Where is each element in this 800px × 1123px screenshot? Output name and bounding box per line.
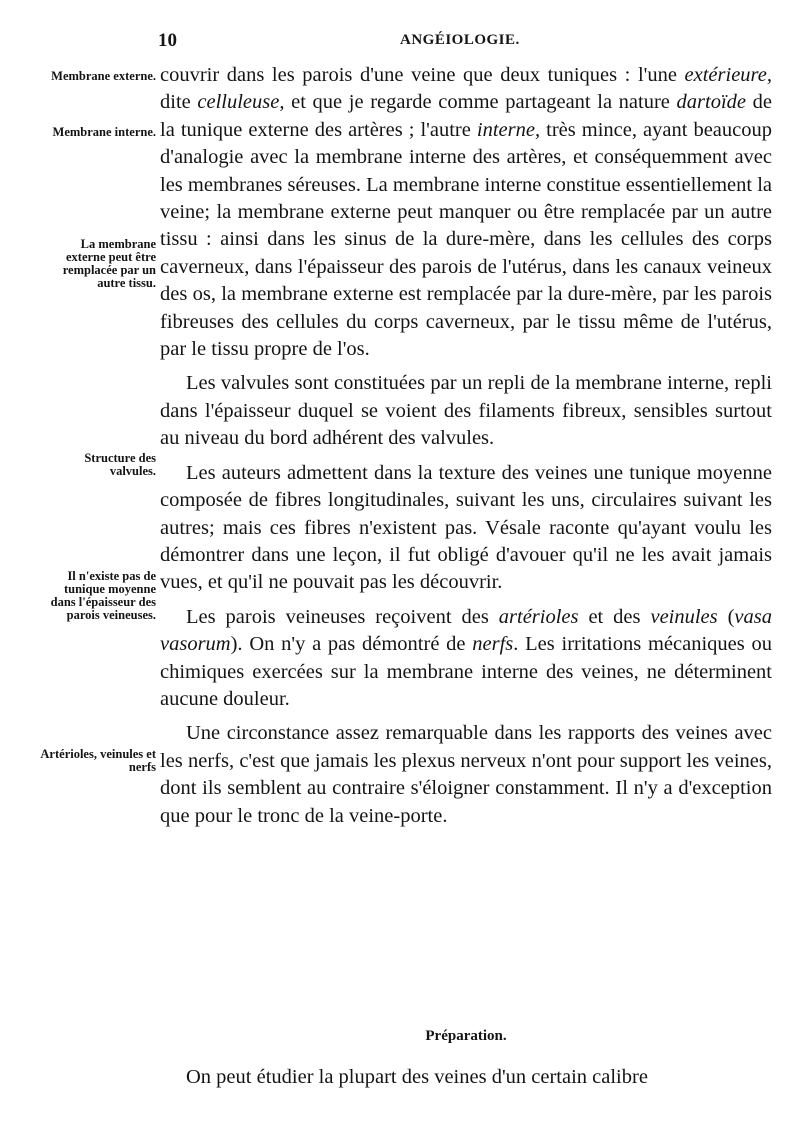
margin-note-tunique-moyenne: Il n'existe pas de tunique moyenne dans l'épaisseur des parois veineuses. bbox=[50, 569, 156, 622]
section-heading: Préparation. bbox=[425, 1028, 507, 1044]
margin-note-structure-valvules: Structure des valvules. bbox=[84, 451, 156, 478]
margin-note-membrane-remplacee: La membrane externe peut être remplacée par un autre tissu. bbox=[62, 237, 156, 290]
paragraph-tuniques: couvrir dans les parois d'une veine que deux tuniques : l'une extérieure, dite celluleuse, et que je regarde comme partageant la nature dartoïde de la tunique externe des artères ; l'autre interne, très mince, ayant beaucoup d'analogie avec la membrane interne des artères, et conséquemment avec les membranes séreuses. La membrane interne constitue essentiellement la veine; la membrane externe peut manquer ou être remplacée par un autre tissu : ainsi dans les sinus de la dure-mère, dans les cellules des corps caverneux, dans l'épaisseur des parois de l'utérus, dans les canaux veineux des os, la membrane externe est remplacée par la dure-mère, par les parois fibreuses des cellules du corps caverneux, par le tissu même de l'utérus, par le tissu propre de l'os. bbox=[160, 64, 772, 361]
running-title: ANGÉIOLOGIE. bbox=[400, 32, 520, 48]
page-number: 10 bbox=[158, 30, 177, 51]
paragraph-valvules: Les valvules sont constituées par un repli de la membrane interne, repli dans l'épaisseur duquel se voient des filaments fibreux, sensibles surtout au niveau du bord adhérent des valvules. bbox=[160, 372, 772, 450]
paragraph-tunique-moyenne: Les auteurs admettent dans la texture des veines une tunique moyenne composée de fibres longitudinales, suivant les uns, circulaires suivant les autres; mais ces fibres n'existent pas. Vésale raconte qu'ayant voulu les démontrer dans une leçon, il fut obligé d'avouer qu'il ne les avait jamais vues, et qu'il ne pouvait pas les découvrir. bbox=[160, 461, 772, 594]
page-header bbox=[0, 30, 800, 54]
body-text bbox=[160, 62, 772, 837]
paragraph-arterioles: Les parois veineuses reçoivent des artérioles et des veinules (vasa vasorum). On n'y a pas démontré de nerfs. Les irritations mécaniques ou chimiques exercées sur la membrane interne des veines, ne déterminent aucune douleur. bbox=[160, 605, 772, 710]
paragraph-nerfs: Une circonstance assez remarquable dans les rapports des veines avec les nerfs, c'est que jamais les plexus nerveux n'ont pour support les veines, dont ils semblent au contraire s'éloigner constamment. Il n'y a d'exception que pour le tronc de la veine-porte. bbox=[160, 722, 772, 827]
section-first-line: On peut étudier la plupart des veines d'un certain calibre bbox=[186, 1066, 648, 1088]
margin-note-membrane-interne: Membrane interne. bbox=[52, 125, 156, 139]
margin-note-membrane-externe: Membrane externe. bbox=[51, 69, 156, 83]
margin-note-arterioles-nerfs: Artérioles, veinules et nerfs bbox=[40, 747, 156, 774]
